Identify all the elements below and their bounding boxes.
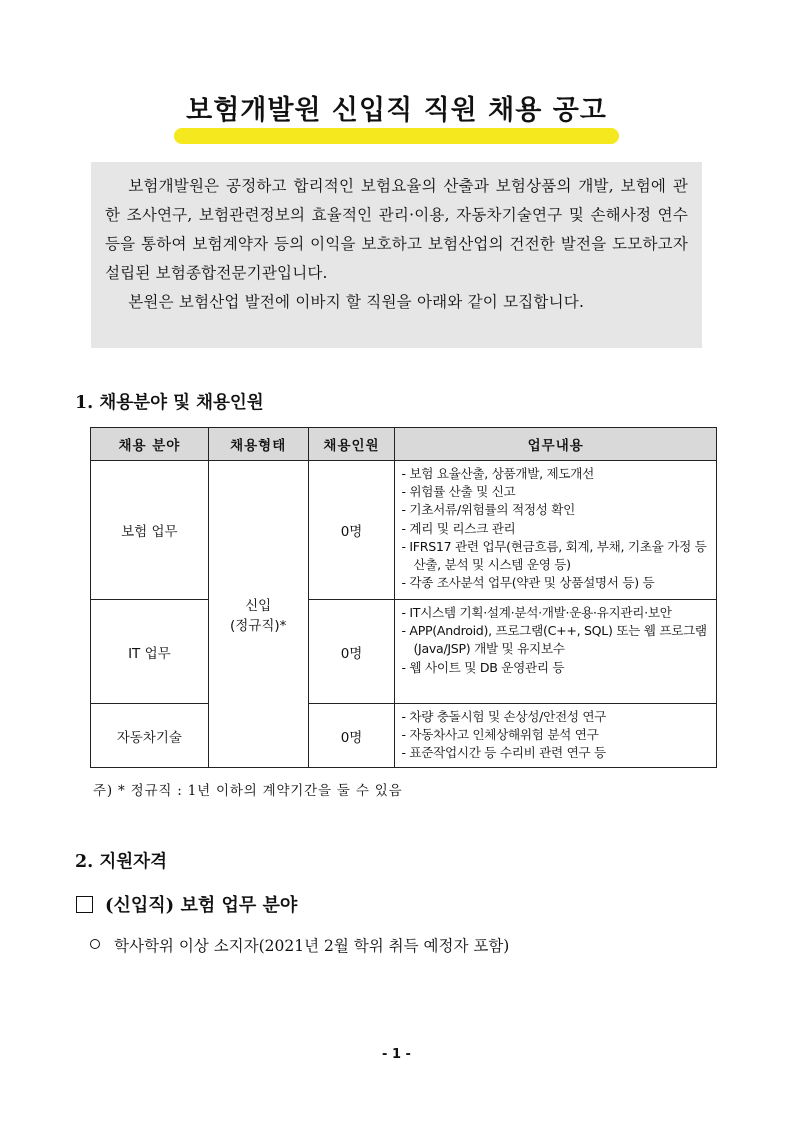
table-header: 채용인원 [308, 428, 395, 461]
count-cell: 0명 [308, 704, 395, 768]
checkbox-square-icon [76, 896, 93, 913]
count-cell: 0명 [308, 461, 395, 600]
bullet-item [90, 934, 509, 956]
page-number: - 1 - [382, 1047, 411, 1062]
table-header: 채용형태 [208, 428, 308, 461]
field-cell: 보험 업무 [91, 461, 209, 600]
duty-item: - 웹 사이트 및 DB 운영관리 등 [401, 659, 565, 675]
duty-item: - 기초서류/위험률의 적정성 확인 [401, 502, 575, 518]
footnote: 주) * 정규직 : 1년 이하의 계약기간을 둘 수 있음 [93, 783, 403, 799]
field-cell: 자동차기술 [91, 704, 209, 768]
subsection-heading-wrapper [76, 891, 297, 917]
intro-paragraph: 본원은 보험산업 발전에 이바지 할 직원을 아래와 같이 모집합니다. [128, 293, 585, 311]
circle-bullet-icon [90, 939, 100, 949]
duty-item: - 자동차사고 인체상해위험 분석 연구 [401, 727, 599, 743]
table-row [91, 704, 717, 768]
table-header-row [91, 428, 717, 461]
intro-paragraph: 보험개발원은 공정하고 합리적인 보험요율의 산출과 보험상품의 개발, 보험에 관한 조사연구, 보험관련정보의 효율적인 관리·이용, 자동차기술연구 및 손해사정 연수 등을 통하여 보험계약자 등의 이익을 보호하고 보험산업의 건전한 발전을 도모하고자 설립된 보험종합전문기관입니다. [105, 177, 688, 282]
document-title: 보험개발원 신입직 직원 채용 공고 [186, 95, 607, 126]
employment-type-note: (정규직)* [229, 618, 287, 634]
bullet-text: 학사학위 이상 소지자(2021년 2월 학위 취득 예정자 포함) [114, 937, 510, 955]
section2-heading: 2. 지원자격 [75, 852, 167, 872]
intro-box [91, 162, 702, 348]
duty-item: - 각종 조사분석 업무(약관 및 상품설명서 등) 등 [401, 575, 655, 591]
duties-cell [395, 461, 717, 600]
count-cell: 0명 [308, 600, 395, 704]
title-highlight-bar [174, 128, 619, 144]
table-header: 채용 분야 [91, 428, 209, 461]
subsection-heading: (신입직) 보험 업무 분야 [105, 895, 298, 916]
duty-item: - 계리 및 리스크 관리 [401, 520, 516, 536]
duty-item: - 표준작업시간 등 수리비 관련 연구 등 [401, 745, 606, 761]
duty-item: - APP(Android), 프로그램(C++, SQL) 또는 웹 프로그램(Java/JSP) 개발 및 유지보수 [401, 623, 707, 657]
duty-item: - 위험률 산출 및 신고 [401, 484, 516, 500]
table-header: 업무내용 [395, 428, 717, 461]
table-row [91, 600, 717, 704]
employment-type-cell [208, 461, 308, 768]
employment-type: 신입 [245, 598, 272, 614]
section1-heading: 1. 채용분야 및 채용인원 [75, 393, 264, 413]
duty-item: - 차량 충돌시험 및 손상성/안전성 연구 [401, 709, 607, 724]
recruitment-table [90, 427, 717, 768]
duty-item: - IFRS17 관련 업무(현금흐름, 회계, 부채, 기초율 가정 등 산출, 분석 및 시스템 운영 등) [401, 538, 707, 573]
duties-cell [395, 704, 717, 768]
duty-item: - 보험 요율산출, 상품개발, 제도개선 [401, 466, 595, 481]
duties-cell [395, 600, 717, 704]
duty-item: - IT시스템 기획·설계·분석·개발·운용·유지관리·보안 [401, 605, 672, 620]
table-row [91, 461, 717, 600]
field-cell: IT 업무 [91, 600, 209, 704]
